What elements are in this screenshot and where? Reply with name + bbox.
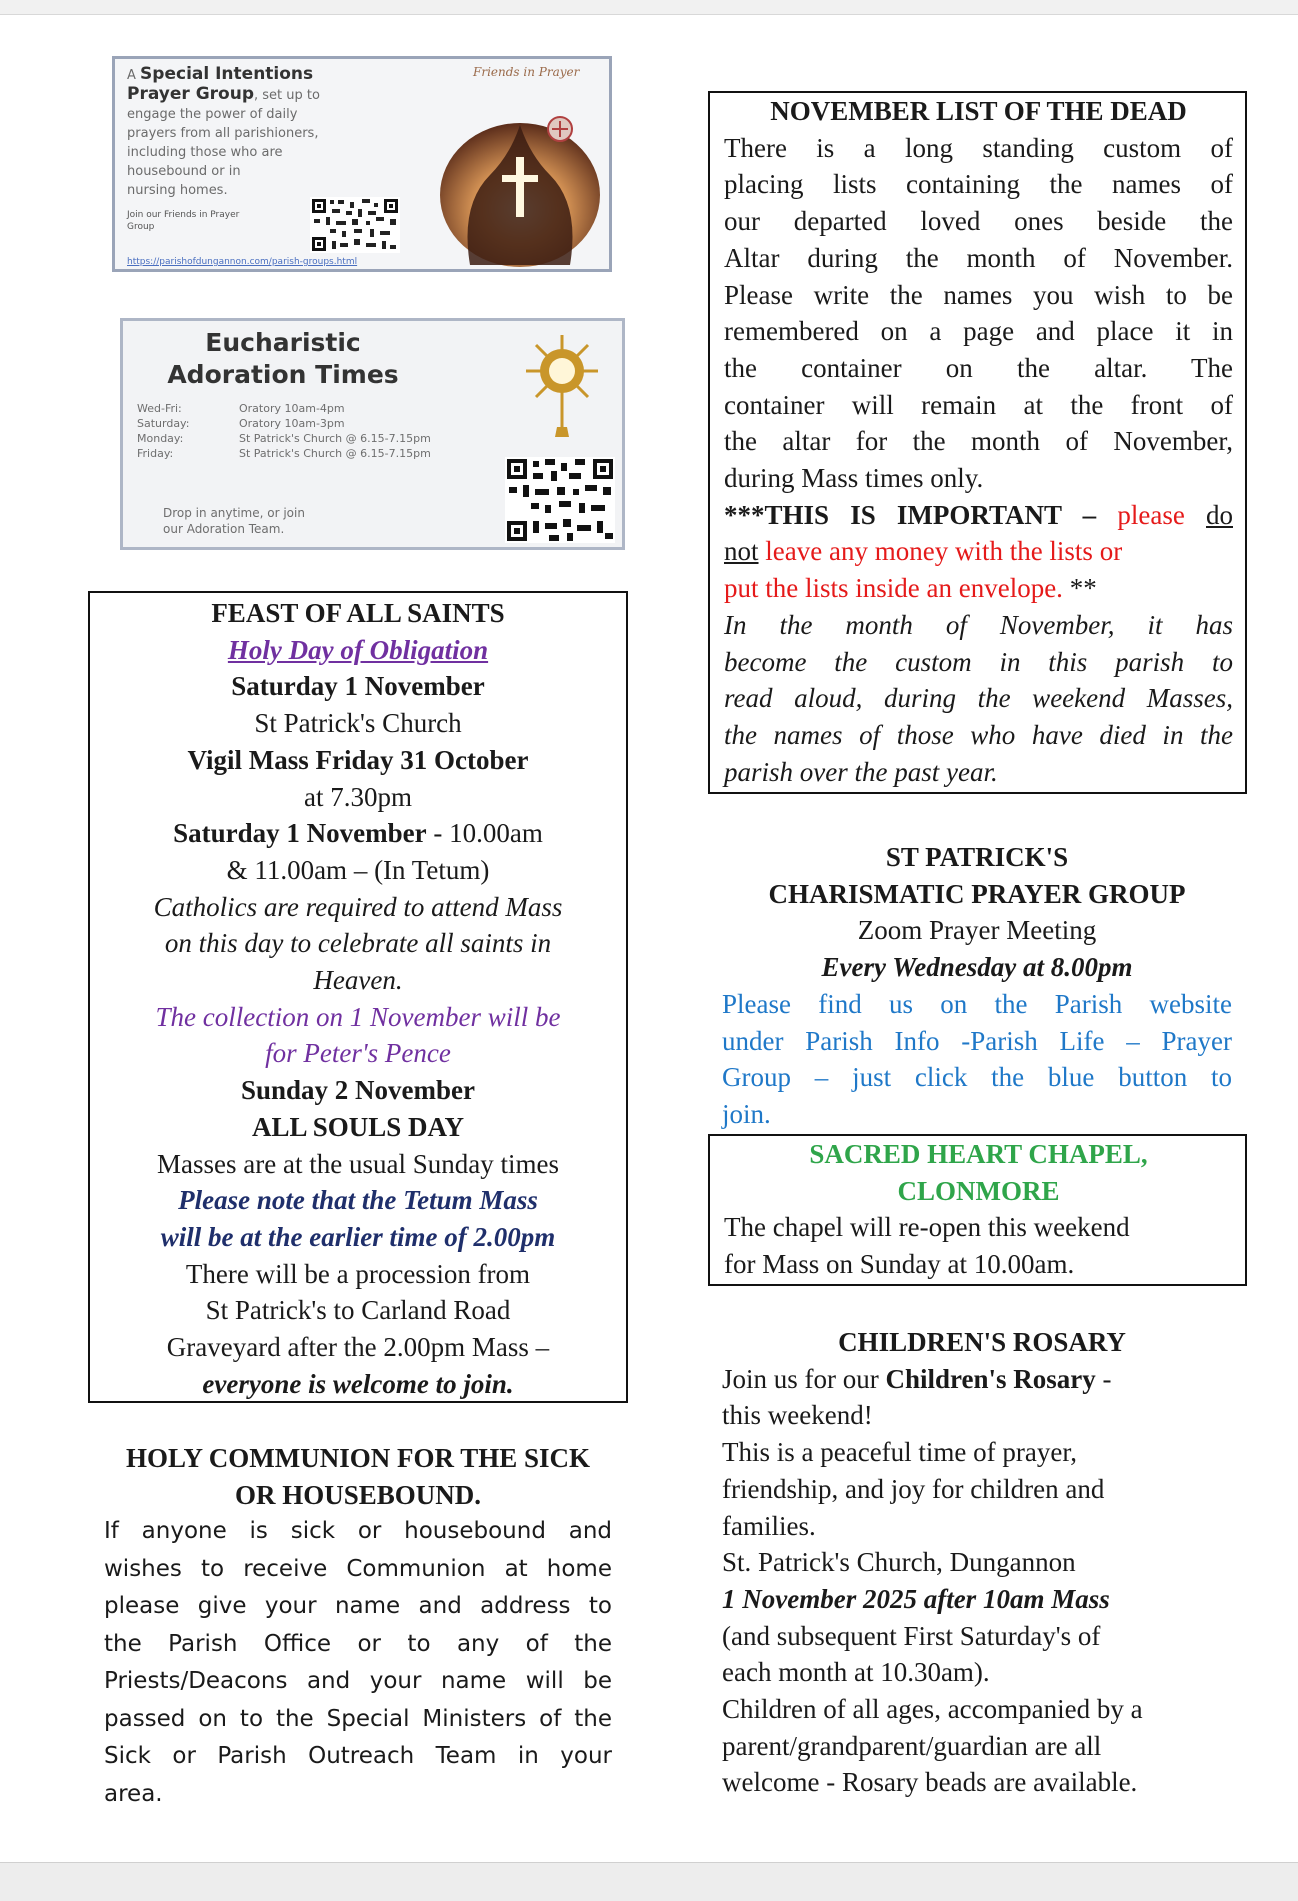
important-suffix: **: [1062, 573, 1097, 604]
poster-line: nursing homes.: [127, 183, 228, 198]
collection-note: for Peter's Pence: [265, 1038, 451, 1069]
childrens-rosary-section: [722, 1324, 1242, 1801]
bottom-edge: [0, 1862, 1298, 1901]
procession-note: St Patrick's to Carland Road: [205, 1295, 511, 1326]
rosary-line: friendship, and joy for children and: [722, 1473, 1105, 1504]
holy-communion-title-line: OR HOUSEBOUND.: [234, 1479, 482, 1510]
schedule-day: Saturday:: [137, 417, 190, 430]
rosary-join-bold: Children's Rosary: [885, 1363, 1096, 1394]
list-of-dead-line: placing lists containing the names of: [724, 169, 1233, 200]
rosary-join-suffix: -: [1095, 1363, 1112, 1394]
poster-line: prayers from all parishioners,: [127, 126, 319, 141]
poster-line: including those who are: [127, 145, 283, 160]
poster-script-title: Friends in Prayer: [473, 65, 580, 79]
adoration-drop-in: [163, 505, 305, 537]
holy-communion-line: passed on to the Special Ministers of the: [104, 1705, 612, 1732]
website-note-line: Group – just click the blue button to: [722, 1062, 1232, 1093]
all-saints-box: [88, 591, 628, 1403]
poster-prefix: A: [127, 68, 136, 83]
schedule-day: Friday:: [137, 447, 174, 460]
italic-line: parish over the past year.: [724, 756, 998, 787]
sunday-date: Sunday 2 November: [240, 1075, 476, 1106]
prayer-group-poster: [112, 56, 612, 272]
rosary-date: 1 November 2025 after 10am Mass: [722, 1583, 1110, 1614]
drop-in-line: Drop in anytime, or join: [163, 506, 305, 520]
list-of-dead-line: the altar for the month of November,: [724, 426, 1233, 457]
holy-day-of-obligation-link[interactable]: Holy Day of Obligation: [227, 634, 489, 665]
important-prefix: ***THIS IS IMPORTANT –: [724, 499, 1118, 530]
important-notice: [724, 497, 1233, 607]
list-of-dead-italic: [724, 607, 1233, 791]
feast-date: Saturday 1 November: [231, 671, 485, 702]
rosary-join-prefix: Join us for our: [722, 1363, 886, 1394]
tetum-note: will be at the earlier time of 2.00pm: [160, 1221, 556, 1252]
sacred-heart-title: [724, 1136, 1233, 1209]
sacred-heart-title-line: SACRED HEART CHAPEL,: [809, 1139, 1148, 1169]
masses-note: Masses are at the usual Sunday times: [157, 1148, 559, 1179]
rosary-weekend: this weekend!: [722, 1400, 873, 1431]
sacred-heart-title-line: CLONMORE: [897, 1175, 1060, 1206]
website-note-line: under Parish Info -Parish Life – Prayer: [722, 1025, 1232, 1056]
holy-communion-title: [104, 1440, 612, 1513]
schedule-day: Monday:: [137, 432, 184, 445]
charismatic-header: [722, 839, 1232, 986]
charismatic-website-note: [722, 986, 1232, 1133]
prayer-group-poster-text: [127, 65, 427, 200]
poster-title-1: Special Intentions: [140, 64, 314, 84]
holy-communion-line: Priests/Deacons and your name will be: [104, 1668, 612, 1695]
procession-note: There will be a procession from: [185, 1258, 531, 1289]
rosary-line: each month at 10.30am).: [722, 1657, 990, 1688]
charismatic-title: CHARISMATIC PRAYER GROUP: [768, 878, 1186, 909]
holy-communion-line: wishes to receive Communion at home: [104, 1555, 612, 1582]
rosary-line: (and subsequent First Saturday's of: [722, 1620, 1101, 1651]
saturday-mass-label: Saturday 1 November: [173, 818, 427, 849]
charismatic-section: [722, 839, 1232, 1133]
poster-url-link[interactable]: https://parishofdungannon.com/parish-groups.html: [127, 257, 358, 267]
monstrance-icon: [503, 331, 621, 547]
obligation-note: Catholics are required to attend Mass: [153, 891, 563, 922]
vigil-mass: Vigil Mass Friday 31 October: [187, 744, 529, 775]
list-of-dead-title: NOVEMBER LIST OF THE DEAD: [770, 96, 1187, 126]
saturday-mass-time-2: & 11.00am – (In Tetum): [226, 854, 490, 885]
list-of-dead-line: Please write the names you wish to be: [724, 279, 1233, 310]
italic-line: read aloud, during the weekend Masses,: [724, 683, 1233, 714]
obligation-note: Heaven.: [313, 965, 403, 996]
poster-title-2: Prayer Group: [127, 84, 254, 104]
list-of-dead-box: [708, 91, 1247, 794]
important-do: do: [1206, 499, 1233, 530]
list-of-dead-line: our departed loved ones beside the: [724, 206, 1233, 237]
top-edge: [0, 0, 1298, 15]
list-of-dead-line: Altar during the month of November.: [724, 242, 1233, 273]
meeting-time: Every Wednesday at 8.00pm: [821, 952, 1133, 983]
all-saints-title: FEAST OF ALL SAINTS: [211, 598, 505, 628]
rosary-line: Children of all ages, accompanied by a: [722, 1694, 1143, 1725]
saturday-mass-time: - 10.00am: [426, 818, 543, 849]
rosary-line: welcome - Rosary beads are available.: [722, 1767, 1138, 1798]
holy-communion-line: If anyone is sick or housebound and: [104, 1518, 612, 1545]
rosary-line: This is a peaceful time of prayer,: [722, 1437, 1078, 1468]
poster-line: housebound or in: [127, 164, 241, 179]
rosary-line: parent/grandparent/guardian are all: [722, 1730, 1102, 1761]
schedule-detail: Oratory 10am-3pm: [239, 417, 345, 430]
poster-join-text: Join our Friends in Prayer Group: [127, 210, 240, 232]
italic-line: the names of those who have died in the: [724, 719, 1233, 750]
holy-communion-section: [104, 1440, 612, 1813]
tetum-note: Please note that the Tetum Mass: [178, 1185, 538, 1216]
important-red-text: put the lists inside an envelope.: [724, 573, 1063, 604]
schedule-row: [137, 446, 431, 461]
holy-communion-title-line: HOLY COMMUNION FOR THE SICK: [125, 1443, 591, 1473]
adoration-schedule: [137, 401, 431, 461]
adoration-title-line: Eucharistic: [205, 328, 361, 357]
italic-line: become the custom in this parish to: [724, 646, 1233, 677]
poster-title-rest: , set up to: [254, 88, 320, 103]
schedule-day: Wed-Fri:: [137, 402, 182, 415]
list-of-dead-line: during Mass times only.: [724, 463, 984, 494]
rosary-church: St. Patrick's Church, Dungannon: [722, 1547, 1076, 1578]
rosary-title: CHILDREN'S ROSARY: [838, 1327, 1126, 1357]
list-of-dead-line: container will remain at the front of: [724, 389, 1233, 420]
sacred-heart-box: [708, 1134, 1247, 1286]
important-red-text: leave any money with the lists or: [758, 536, 1123, 567]
collection-note: The collection on 1 November will be: [155, 1001, 561, 1032]
website-note-line: join.: [722, 1098, 771, 1129]
website-note-line: Please find us on the Parish website: [722, 988, 1232, 1019]
schedule-row: [137, 416, 431, 431]
adoration-title: [123, 327, 443, 391]
schedule-row: [137, 431, 431, 446]
schedule-detail: St Patrick's Church @ 6.15-7.15pm: [239, 447, 431, 460]
important-please: please: [1117, 499, 1206, 530]
rosary-line: families.: [722, 1510, 816, 1541]
holy-communion-line: Sick or Parish Outreach Team in your: [104, 1743, 612, 1770]
drop-in-line: our Adoration Team.: [163, 522, 285, 536]
qr-code-icon: [310, 197, 400, 253]
procession-note: Graveyard after the 2.00pm Mass –: [166, 1332, 550, 1363]
holy-communion-line: area.: [104, 1780, 163, 1807]
schedule-row: [137, 401, 431, 416]
holy-communion-body: [104, 1513, 612, 1813]
list-of-dead-line: remembered on a page and place it in: [724, 316, 1233, 347]
list-of-dead-body: [724, 130, 1233, 497]
zoom-meeting: Zoom Prayer Meeting: [857, 915, 1097, 946]
sacred-heart-line: The chapel will re-open this weekend: [724, 1212, 1130, 1243]
schedule-detail: St Patrick's Church @ 6.15-7.15pm: [239, 432, 431, 445]
vigil-time: at 7.30pm: [304, 781, 412, 812]
list-of-dead-line: There is a long standing custom of: [724, 132, 1233, 163]
holy-communion-line: please give your name and address to: [104, 1593, 612, 1620]
adoration-title-line: Adoration Times: [167, 360, 399, 389]
schedule-detail: Oratory 10am-4pm: [239, 402, 345, 415]
feast-church: St Patrick's Church: [254, 708, 462, 739]
praying-hands-image: [430, 85, 610, 271]
obligation-note: on this day to celebrate all saints in: [164, 928, 552, 959]
charismatic-title: ST PATRICK'S: [885, 842, 1069, 872]
italic-line: In the month of November, it has: [724, 609, 1233, 640]
important-not: not: [724, 536, 759, 567]
adoration-poster: [120, 318, 625, 550]
holy-communion-line: the Parish Office or to any of the: [104, 1630, 612, 1657]
procession-welcome: everyone is welcome to join.: [202, 1368, 514, 1399]
poster-line: engage the power of daily: [127, 107, 298, 122]
list-of-dead-line: the container on the altar. The: [724, 352, 1233, 383]
all-souls-heading: ALL SOULS DAY: [251, 1111, 465, 1142]
sacred-heart-line: for Mass on Sunday at 10.00am.: [724, 1249, 1075, 1280]
